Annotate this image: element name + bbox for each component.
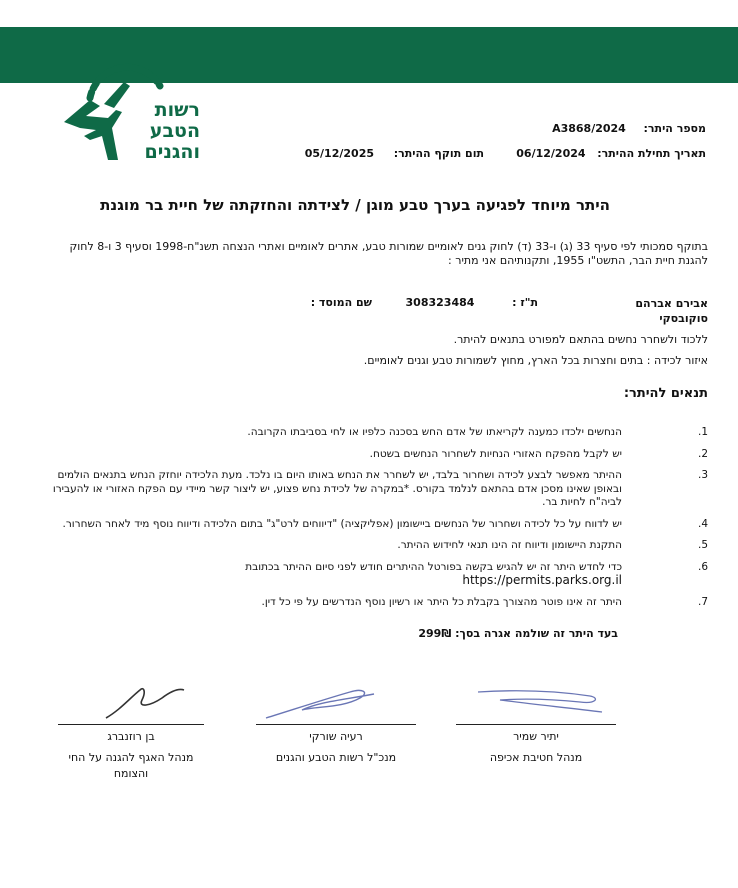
signatory-role: מנהל האגף להגנה על החי והצומח [68,751,194,780]
condition-item [28,426,708,440]
condition-text: ההיתר מאפשר לבצע לכידה ושחרור בלבד, יש לשחרר את הנחש באותו היום בו נלכד. מעת הלכידה יוחזק הנחש בתנאים הולמים ובאופן שאינו מסכן אדם בהתאם לנלמד בקורס. *במקרה של לכידת נחש פצוע, יש ליצור קשר מיידי עם הפקח האזורי או להעבירו לביה"ח לחיות בר. [52,469,622,508]
condition-text: היתר זה אינו פוטר מהצורך בקבלת כל היתר או רשיון נוסף הנדרשים על פי כל דין. [261,595,622,608]
condition-item [28,469,708,510]
condition-number: 3. [697,469,708,481]
logo-line: הטבע [149,120,200,142]
permit-end-date [305,147,484,160]
condition-item [28,539,708,553]
condition-item [28,448,708,462]
permits-portal-link[interactable]: https://permits.parks.org.il [462,573,622,587]
start-date-value: 06/12/2024 [516,147,586,160]
condition-text: יש לדווח על כל לכידה ושחרור של הנחשים ביישומון (אפליקציה) "דיווחים לרט"ג" בתום הלכידה ודיווח נוסף מיד לאחר השחרור. [62,517,622,530]
conditions-title: תנאים להיתר: [623,386,708,401]
logo-line: והגנים [144,141,200,163]
signatory-name: יתיר שמיר [513,730,559,743]
signatory-role: מנכ"ל רשות הטבע והגנים [275,751,397,764]
signatory-name: בן רוזנברג [107,730,155,743]
intro-paragraph: בתוקף סמכותי לפי סעיף 33 (ג) ו-33 (ד) לחוק גנים לאומיים שמורות טבע, אתרים לאומיים ואתרי הנצחה תשנ"ח-1998 וסעיף 3 ו-8 לחוק להגנת חיית הבר, התשט"ו 1955, ותקנותיהם אני מתיר : [69,240,708,267]
signature-line [456,724,616,725]
permit-number-value: A3868/2024 [552,122,626,135]
signatory-role: מנהל חטיבת אכיפה [489,751,583,764]
condition-text: הנחשים ילכדו כמענה לקריאתו של אדם החש בסכנה כלפיו או לחי בסביבתו הקרובה. [247,426,622,438]
condition-text: התקנת היישומון ודיווח זה הינו תנאי לחידוש ההיתר. [397,539,622,551]
condition-text-body: כדי לחדש היתר זה יש להגיש בקשה בפורטל ההיתרים חודש לפני סיום ההיתר בכתובת [245,560,622,573]
holder-id-value: 308323484 [405,296,475,309]
signatory-name: רעיה שורקי [309,730,363,743]
condition-item [28,518,708,532]
conditions-list [28,426,708,617]
institution-label: שם המוסד : [310,296,372,309]
condition-item [28,561,708,588]
holder-name: אבירם אברהם סוקובסקי [635,297,708,325]
logo-text [124,100,200,163]
condition-number: 5. [697,539,708,551]
signature-line [256,724,416,725]
holder-id-label: ת"ז : [512,296,538,309]
signature-ben-rosenberg-icon [100,680,190,724]
fee-statement: בעד היתר זה שולמה אגרה בסך: 299₪ [418,627,618,640]
permit-number-label: מספר היתר: [643,122,706,135]
capture-area: איזור לכידה : בתים וחצרות בכל הארץ, מחוץ לשמורות טבע וגנים לאומיים. [363,354,708,367]
signature-yatir-shamir-icon [470,678,610,722]
condition-number: 1. [697,426,708,438]
end-date-value: 05/12/2025 [304,147,374,160]
document-title: היתר מיוחד לפגיעה בערך טבע מוגן / לצידתה והחזקתה של חיית בר מוגנת [100,196,610,214]
logo-line: רשות [154,99,200,121]
end-date-label: תום תוקף ההיתר: [393,147,484,160]
condition-number: 7. [697,595,708,608]
permit-number [552,122,706,135]
start-date-label: תאריך תחילת ההיתר: [597,147,706,160]
condition-number: 4. [697,517,708,530]
condition-item [28,596,708,610]
holder-id [406,296,538,309]
permit-purpose: ללכוד ולשחרר נחשים בהתאם למפורט בתנאים להיתר. [453,333,708,346]
signature-raaya-shurki-icon [262,684,382,724]
condition-number: 6. [697,560,708,573]
signature-line [58,724,204,725]
permit-start-date [516,147,706,160]
condition-text [28,561,678,588]
condition-number: 2. [697,447,708,460]
condition-text: יש לקבל מהפקח האזורי הנחיות לשחרור הנחשים בשטח. [369,447,622,460]
